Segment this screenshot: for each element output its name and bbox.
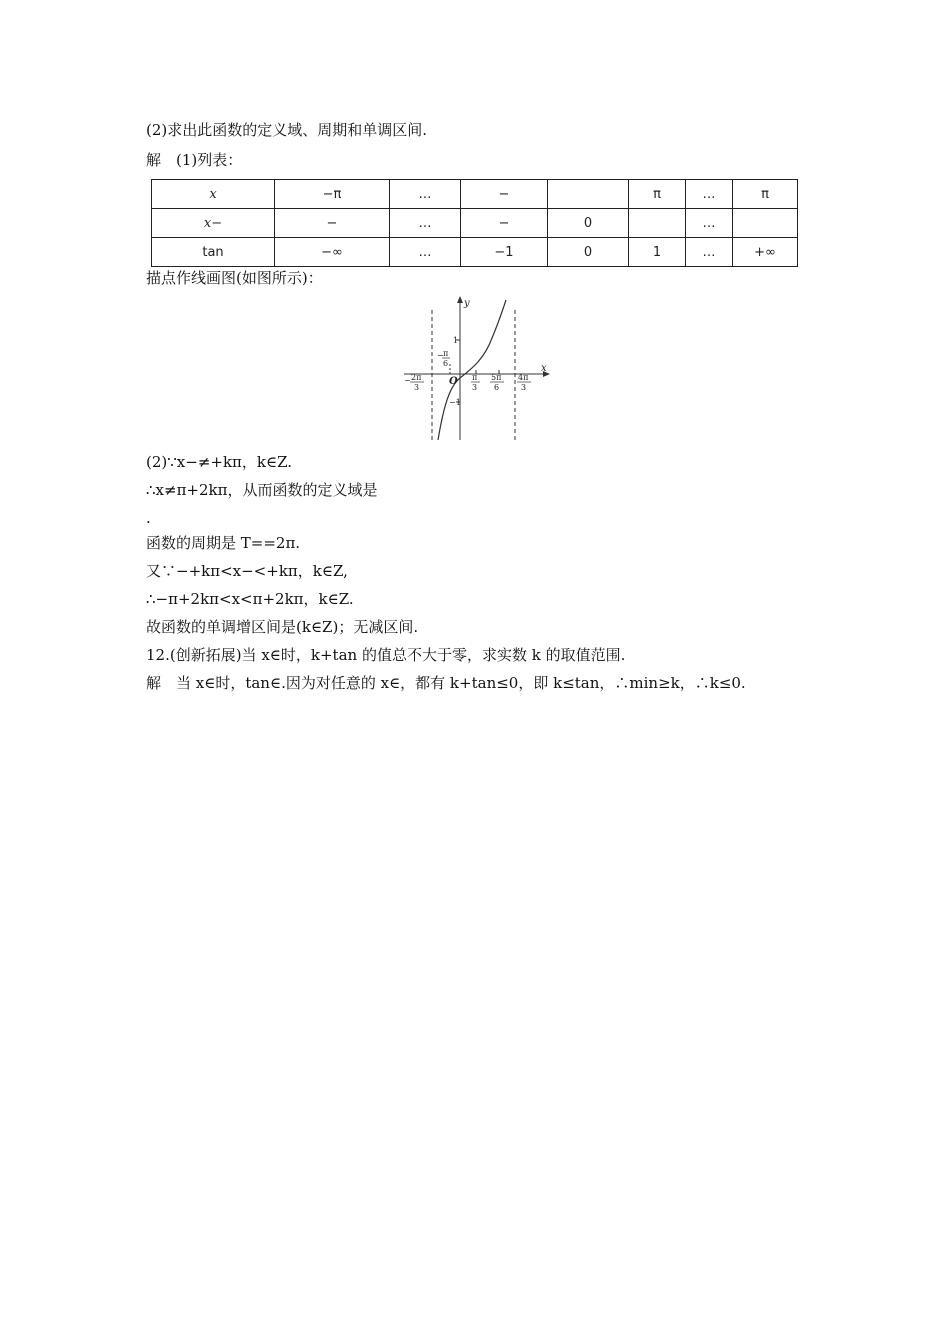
table-cell: … bbox=[390, 209, 461, 238]
neg-2pi-3-den: 3 bbox=[414, 383, 420, 392]
table-cell bbox=[733, 209, 798, 238]
solution-line-period: 函数的周期是 T==2π. bbox=[146, 534, 301, 552]
table-cell: … bbox=[686, 238, 733, 267]
table-cell: … bbox=[686, 180, 733, 209]
table-cell: x− bbox=[152, 209, 275, 238]
table-cell: 0 bbox=[548, 209, 629, 238]
solution-line-inequality: 又∵−+kπ<x−<+kπ，k∈Z, bbox=[146, 562, 348, 580]
four-pi-3-den: 3 bbox=[521, 383, 527, 392]
y-axis-label: y bbox=[464, 298, 470, 309]
table-cell: … bbox=[686, 209, 733, 238]
solution-line-domain: ∴x≠π+2kπ，从而函数的定义域是 bbox=[146, 481, 378, 499]
tangent-curve bbox=[438, 300, 506, 440]
solution-line-range: ∴−π+2kπ<x<π+2kπ，k∈Z. bbox=[146, 590, 354, 608]
tangent-graph-figure bbox=[398, 294, 558, 448]
question-part-2: (2)求出此函数的定义域、周期和单调区间. bbox=[146, 121, 428, 139]
table-cell: − bbox=[461, 209, 548, 238]
table-cell: 1 bbox=[629, 238, 686, 267]
table-cell: π bbox=[733, 180, 798, 209]
five-pi-6-den: 6 bbox=[494, 383, 500, 392]
pi-3-num: π bbox=[472, 373, 478, 382]
table-cell: −1 bbox=[461, 238, 548, 267]
pi-3-den: 3 bbox=[472, 383, 478, 392]
five-pi-6-num: 5π bbox=[491, 373, 502, 382]
x-axis-label: x bbox=[541, 363, 547, 374]
table-cell: − bbox=[275, 209, 390, 238]
solution-line-monotonic: 故函数的单调增区间是(k∈Z)；无减区间. bbox=[146, 618, 419, 636]
table-cell: … bbox=[390, 238, 461, 267]
y-neg-one-label: −1 bbox=[449, 398, 461, 407]
neg-pi-6-sign: − bbox=[437, 351, 444, 360]
table-cell: … bbox=[390, 180, 461, 209]
table-cell: − bbox=[461, 180, 548, 209]
table-row bbox=[152, 238, 798, 267]
table-cell: +∞ bbox=[733, 238, 798, 267]
four-pi-3-num: 4π bbox=[518, 373, 529, 382]
neg-2pi-3-sign: − bbox=[404, 376, 411, 385]
table-cell: π bbox=[629, 180, 686, 209]
table-cell: −∞ bbox=[275, 238, 390, 267]
table-cell: tan bbox=[152, 238, 275, 267]
table-cell: 0 bbox=[548, 238, 629, 267]
solution-line-domain-condition: (2)∵x−≠+kπ，k∈Z. bbox=[146, 453, 293, 471]
table-row bbox=[152, 209, 798, 238]
solution-line-domain-set: . bbox=[146, 509, 151, 527]
table-cell bbox=[629, 209, 686, 238]
y-axis-arrow bbox=[457, 296, 463, 303]
solution-part-1: 解 (1)列表： bbox=[146, 151, 243, 169]
y-one-label: 1 bbox=[453, 336, 459, 345]
table-cell bbox=[548, 180, 629, 209]
neg-pi-6-num: π bbox=[443, 349, 449, 358]
table-cell: x bbox=[152, 180, 275, 209]
problem-12: 12.(创新拓展)当 x∈时，k+tan 的值总不大于零，求实数 k 的取值范围. bbox=[146, 646, 626, 664]
value-table bbox=[151, 179, 798, 267]
neg-pi-6-den: 6 bbox=[443, 359, 449, 368]
table-row bbox=[152, 180, 798, 209]
plot-caption: 描点作线画图(如图所示)： bbox=[146, 269, 323, 287]
table-cell: −π bbox=[275, 180, 390, 209]
solution-12: 解 当 x∈时，tan∈.因为对任意的 x∈，都有 k+tan≤0，即 k≤tan，∴min≥k，∴k≤0. bbox=[146, 674, 746, 692]
neg-2pi-3-num: 2π bbox=[411, 373, 422, 382]
origin-label: O bbox=[449, 376, 458, 387]
